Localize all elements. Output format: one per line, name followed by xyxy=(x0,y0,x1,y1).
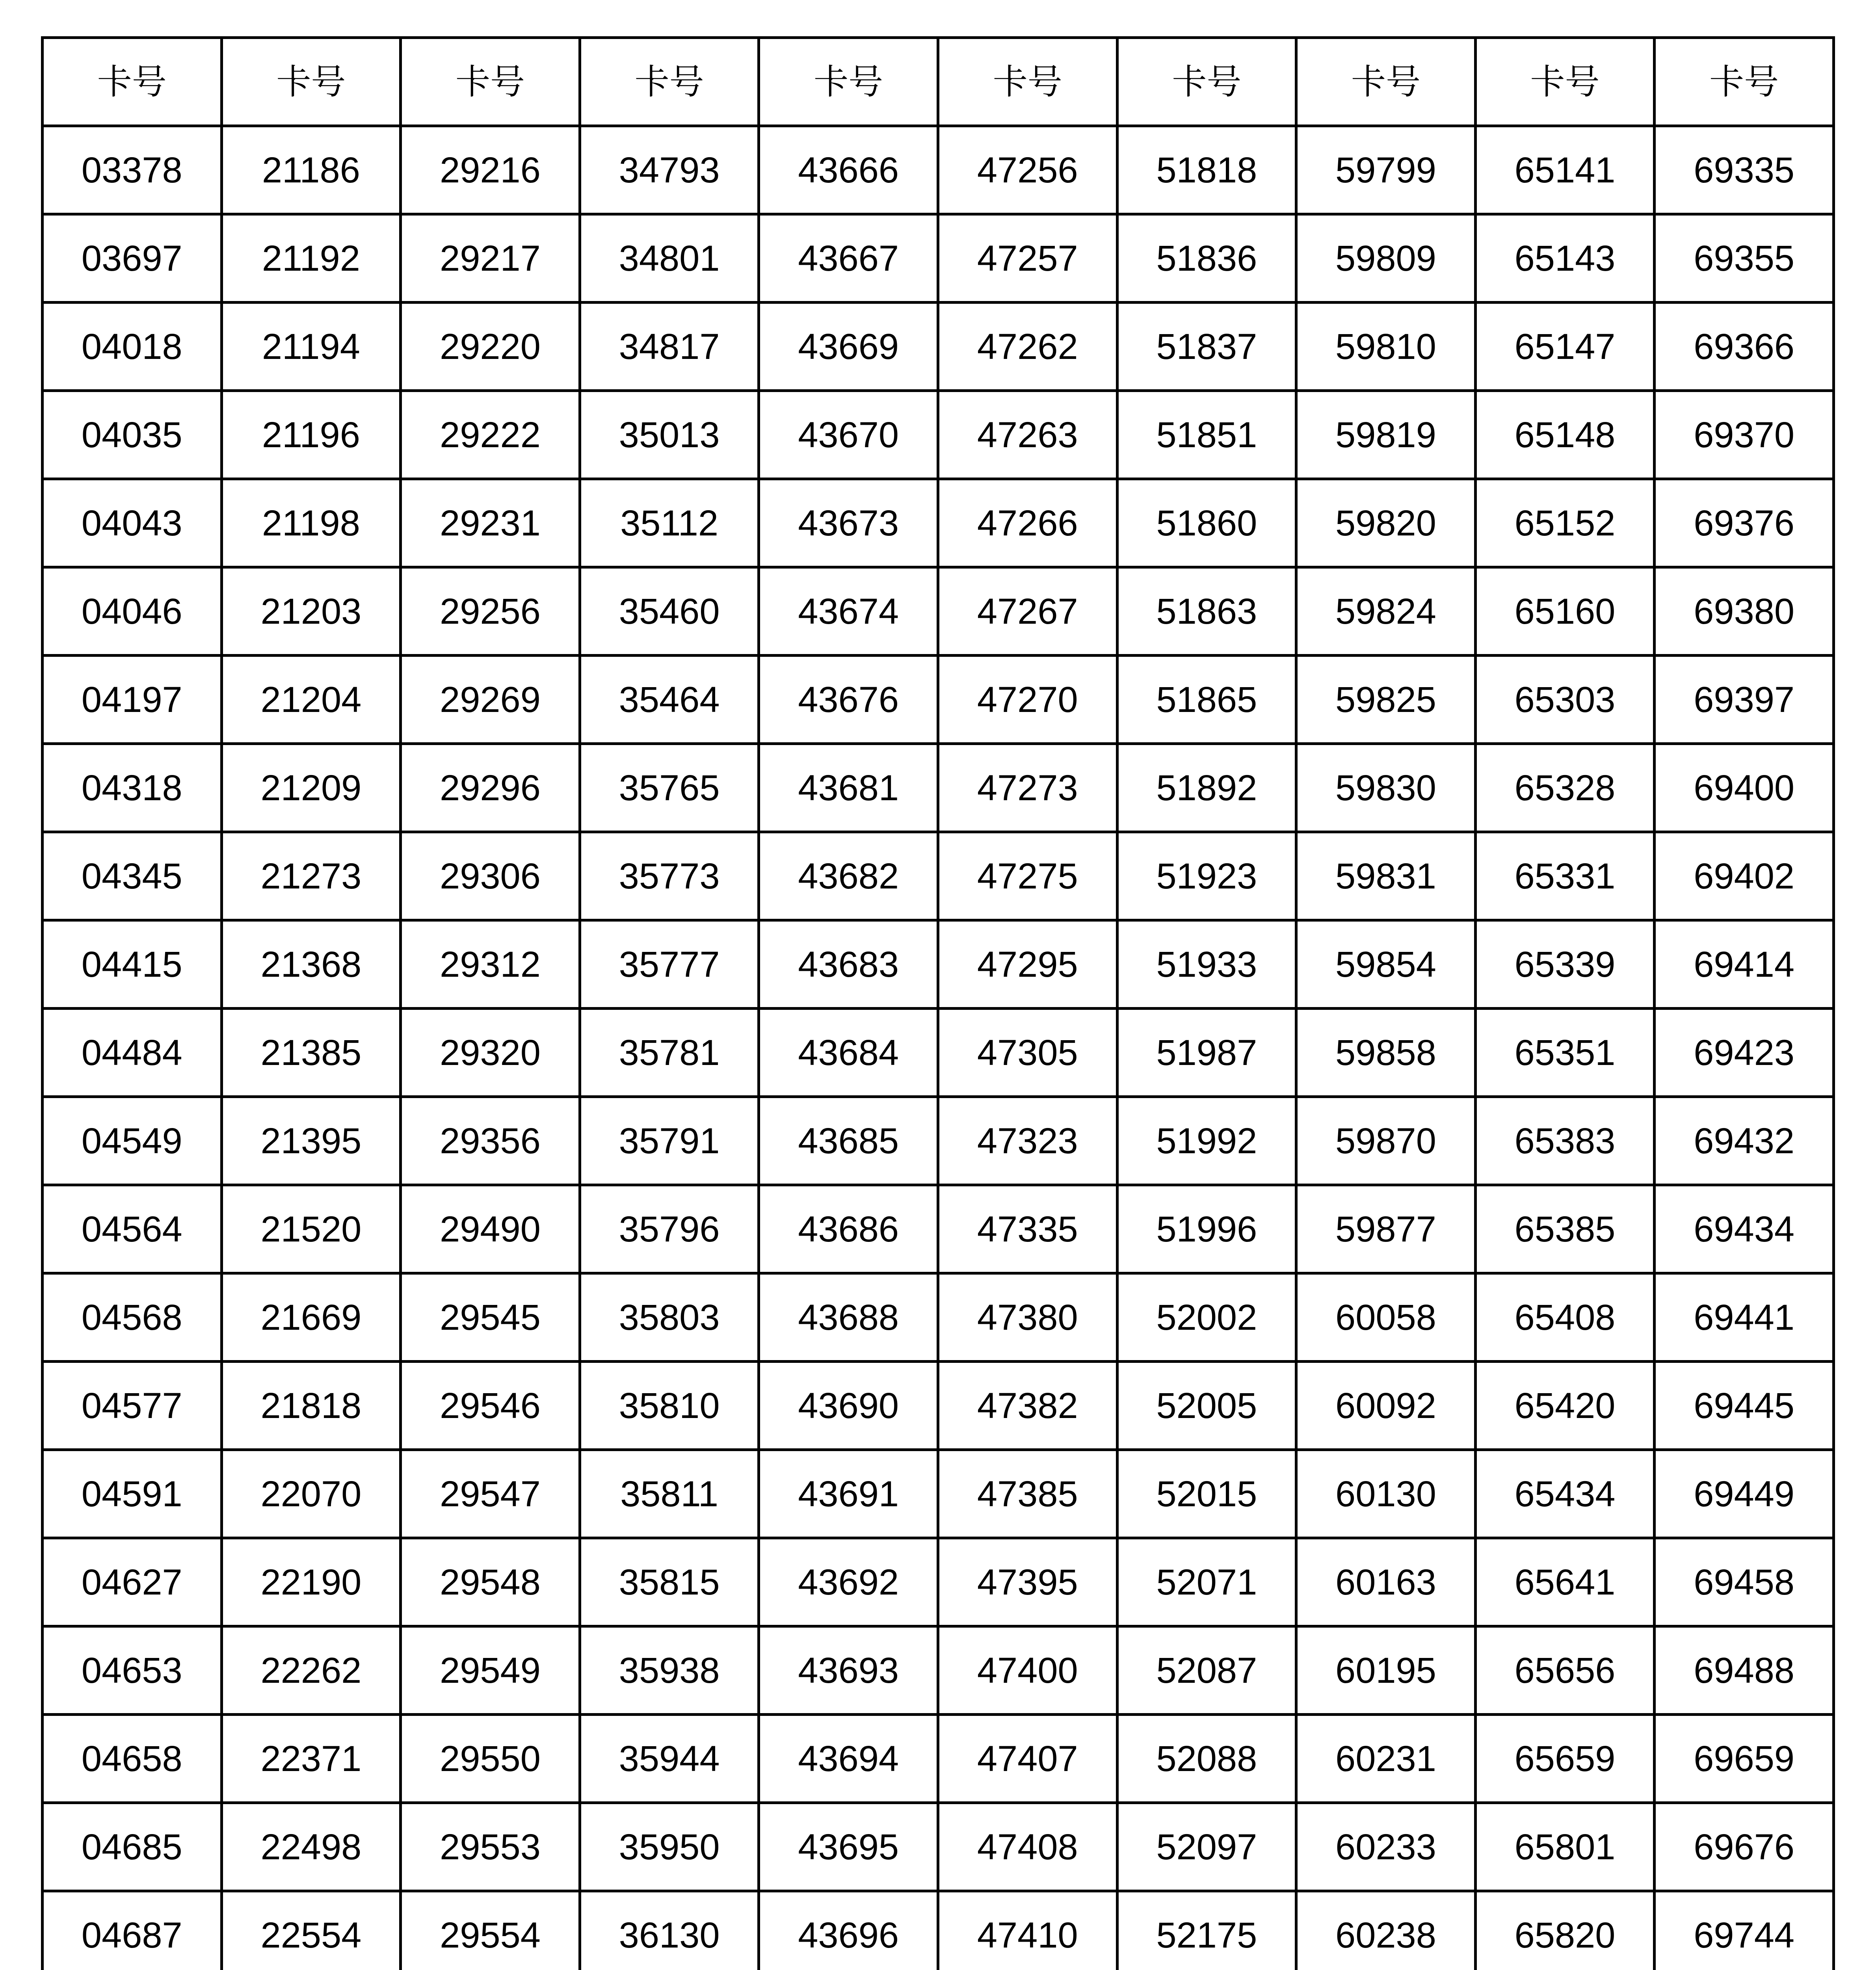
card-number-cell: 22262 xyxy=(221,1626,401,1715)
card-number-cell: 69380 xyxy=(1655,567,1834,656)
card-number-cell: 65339 xyxy=(1475,920,1655,1009)
card-number-cell: 21194 xyxy=(221,303,401,391)
card-number-cell: 59858 xyxy=(1296,1009,1476,1097)
card-number-cell: 29546 xyxy=(401,1362,580,1450)
column-header: 卡号 xyxy=(43,38,222,126)
card-number-cell: 69402 xyxy=(1655,832,1834,920)
card-number-cell: 52088 xyxy=(1117,1715,1296,1803)
card-number-cell: 03378 xyxy=(43,126,222,214)
card-number-cell: 65820 xyxy=(1475,1891,1655,1970)
table-row xyxy=(43,656,1834,744)
card-number-cell: 47273 xyxy=(938,744,1117,832)
card-number-cell: 21196 xyxy=(221,391,401,479)
card-number-cell: 29356 xyxy=(401,1097,580,1185)
card-number-cell: 51996 xyxy=(1117,1185,1296,1273)
card-number-cell: 43695 xyxy=(759,1803,938,1891)
column-header: 卡号 xyxy=(1475,38,1655,126)
card-number-cell: 51818 xyxy=(1117,126,1296,214)
card-number-cell: 47256 xyxy=(938,126,1117,214)
card-number-cell: 29553 xyxy=(401,1803,580,1891)
card-number-cell: 59819 xyxy=(1296,391,1476,479)
card-number-cell: 35777 xyxy=(580,920,759,1009)
table-row xyxy=(43,1891,1834,1970)
card-number-cell: 04197 xyxy=(43,656,222,744)
card-number-cell: 22498 xyxy=(221,1803,401,1891)
card-number-cell: 04577 xyxy=(43,1362,222,1450)
card-number-cell: 29217 xyxy=(401,214,580,303)
card-number-cell: 65641 xyxy=(1475,1538,1655,1626)
card-number-cell: 47380 xyxy=(938,1273,1117,1362)
card-number-cell: 65328 xyxy=(1475,744,1655,832)
card-number-cell: 59799 xyxy=(1296,126,1476,214)
card-number-cell: 69370 xyxy=(1655,391,1834,479)
card-number-cell: 35938 xyxy=(580,1626,759,1715)
card-number-cell: 29231 xyxy=(401,479,580,567)
card-number-cell: 21204 xyxy=(221,656,401,744)
card-number-cell: 21669 xyxy=(221,1273,401,1362)
card-number-cell: 47266 xyxy=(938,479,1117,567)
table-row xyxy=(43,1097,1834,1185)
card-number-cell: 29222 xyxy=(401,391,580,479)
card-number-cell: 29220 xyxy=(401,303,580,391)
card-number-cell: 65420 xyxy=(1475,1362,1655,1450)
card-number-cell: 65152 xyxy=(1475,479,1655,567)
card-number-cell: 04653 xyxy=(43,1626,222,1715)
card-number-cell: 21273 xyxy=(221,832,401,920)
card-number-cell: 22070 xyxy=(221,1450,401,1538)
card-number-cell: 65141 xyxy=(1475,126,1655,214)
card-number-cell: 22190 xyxy=(221,1538,401,1626)
column-header: 卡号 xyxy=(1655,38,1834,126)
card-number-cell: 47335 xyxy=(938,1185,1117,1273)
card-number-cell: 69676 xyxy=(1655,1803,1834,1891)
card-number-cell: 65659 xyxy=(1475,1715,1655,1803)
card-number-cell: 51860 xyxy=(1117,479,1296,567)
card-number-cell: 52071 xyxy=(1117,1538,1296,1626)
card-number-cell: 35781 xyxy=(580,1009,759,1097)
card-number-cell: 52175 xyxy=(1117,1891,1296,1970)
card-number-cell: 04018 xyxy=(43,303,222,391)
card-number-cell: 65351 xyxy=(1475,1009,1655,1097)
card-number-cell: 51987 xyxy=(1117,1009,1296,1097)
card-number-cell: 65147 xyxy=(1475,303,1655,391)
card-number-cell: 43690 xyxy=(759,1362,938,1450)
card-number-cell: 29554 xyxy=(401,1891,580,1970)
card-number-cell: 52097 xyxy=(1117,1803,1296,1891)
table-row xyxy=(43,126,1834,214)
table-row xyxy=(43,1715,1834,1803)
card-number-cell: 04564 xyxy=(43,1185,222,1273)
card-number-cell: 47400 xyxy=(938,1626,1117,1715)
card-number-cell: 35796 xyxy=(580,1185,759,1273)
card-number-cell: 69458 xyxy=(1655,1538,1834,1626)
card-number-cell: 60163 xyxy=(1296,1538,1476,1626)
card-number-table xyxy=(41,36,1835,1970)
card-number-cell: 65408 xyxy=(1475,1273,1655,1362)
card-number-cell: 47263 xyxy=(938,391,1117,479)
table-row xyxy=(43,391,1834,479)
card-number-cell: 21203 xyxy=(221,567,401,656)
card-number-cell: 47410 xyxy=(938,1891,1117,1970)
card-number-cell: 21395 xyxy=(221,1097,401,1185)
card-number-cell: 21818 xyxy=(221,1362,401,1450)
column-header: 卡号 xyxy=(580,38,759,126)
column-header: 卡号 xyxy=(1296,38,1476,126)
card-number-cell: 43684 xyxy=(759,1009,938,1097)
card-number-cell: 43666 xyxy=(759,126,938,214)
card-number-cell: 60231 xyxy=(1296,1715,1476,1803)
card-number-cell: 43693 xyxy=(759,1626,938,1715)
card-number-cell: 43673 xyxy=(759,479,938,567)
card-number-cell: 29216 xyxy=(401,126,580,214)
card-number-cell: 04043 xyxy=(43,479,222,567)
card-number-cell: 59830 xyxy=(1296,744,1476,832)
card-number-cell: 29550 xyxy=(401,1715,580,1803)
table-row xyxy=(43,1009,1834,1097)
card-number-cell: 21186 xyxy=(221,126,401,214)
card-number-cell: 69441 xyxy=(1655,1273,1834,1362)
card-number-cell: 35803 xyxy=(580,1273,759,1362)
card-number-cell: 47407 xyxy=(938,1715,1117,1803)
card-number-cell: 60130 xyxy=(1296,1450,1476,1538)
card-number-cell: 65148 xyxy=(1475,391,1655,479)
card-number-cell: 43692 xyxy=(759,1538,938,1626)
card-number-cell: 43688 xyxy=(759,1273,938,1362)
card-number-cell: 29549 xyxy=(401,1626,580,1715)
card-number-cell: 69434 xyxy=(1655,1185,1834,1273)
card-number-cell: 29545 xyxy=(401,1273,580,1362)
card-number-cell: 21192 xyxy=(221,214,401,303)
card-number-cell: 35815 xyxy=(580,1538,759,1626)
card-number-cell: 59810 xyxy=(1296,303,1476,391)
card-number-cell: 51923 xyxy=(1117,832,1296,920)
card-number-cell: 69445 xyxy=(1655,1362,1834,1450)
card-number-cell: 29296 xyxy=(401,744,580,832)
card-number-cell: 35944 xyxy=(580,1715,759,1803)
card-number-cell: 65160 xyxy=(1475,567,1655,656)
card-number-cell: 59825 xyxy=(1296,656,1476,744)
card-number-cell: 43681 xyxy=(759,744,938,832)
card-number-cell: 21209 xyxy=(221,744,401,832)
card-number-cell: 65383 xyxy=(1475,1097,1655,1185)
table-body xyxy=(43,126,1834,1970)
card-number-cell: 43667 xyxy=(759,214,938,303)
card-number-cell: 35464 xyxy=(580,656,759,744)
card-number-cell: 59824 xyxy=(1296,567,1476,656)
card-number-cell: 69423 xyxy=(1655,1009,1834,1097)
card-number-cell: 35810 xyxy=(580,1362,759,1450)
card-number-cell: 04549 xyxy=(43,1097,222,1185)
card-number-cell: 04345 xyxy=(43,832,222,920)
card-number-cell: 43691 xyxy=(759,1450,938,1538)
card-number-cell: 60233 xyxy=(1296,1803,1476,1891)
card-number-cell: 47267 xyxy=(938,567,1117,656)
card-number-cell: 43676 xyxy=(759,656,938,744)
card-number-cell: 47295 xyxy=(938,920,1117,1009)
table-row xyxy=(43,479,1834,567)
card-number-cell: 35791 xyxy=(580,1097,759,1185)
card-number-cell: 43670 xyxy=(759,391,938,479)
card-number-cell: 43694 xyxy=(759,1715,938,1803)
card-number-cell: 03697 xyxy=(43,214,222,303)
table-row xyxy=(43,1626,1834,1715)
card-number-cell: 65331 xyxy=(1475,832,1655,920)
card-number-cell: 69488 xyxy=(1655,1626,1834,1715)
card-number-cell: 47323 xyxy=(938,1097,1117,1185)
card-number-cell: 65801 xyxy=(1475,1803,1655,1891)
card-number-cell: 65143 xyxy=(1475,214,1655,303)
card-number-cell: 59831 xyxy=(1296,832,1476,920)
table-row xyxy=(43,1538,1834,1626)
card-number-cell: 04484 xyxy=(43,1009,222,1097)
table-row xyxy=(43,920,1834,1009)
table-row xyxy=(43,832,1834,920)
card-number-cell: 43674 xyxy=(759,567,938,656)
card-number-cell: 51836 xyxy=(1117,214,1296,303)
table-row xyxy=(43,1273,1834,1362)
card-number-cell: 36130 xyxy=(580,1891,759,1970)
card-number-cell: 29320 xyxy=(401,1009,580,1097)
card-number-cell: 59820 xyxy=(1296,479,1476,567)
table-row xyxy=(43,1450,1834,1538)
column-header: 卡号 xyxy=(221,38,401,126)
card-number-cell: 29256 xyxy=(401,567,580,656)
card-number-cell: 47382 xyxy=(938,1362,1117,1450)
card-number-cell: 47275 xyxy=(938,832,1117,920)
card-number-cell: 59877 xyxy=(1296,1185,1476,1273)
card-number-cell: 29490 xyxy=(401,1185,580,1273)
card-number-cell: 69335 xyxy=(1655,126,1834,214)
card-number-cell: 29269 xyxy=(401,656,580,744)
card-number-cell: 60092 xyxy=(1296,1362,1476,1450)
card-number-cell: 21520 xyxy=(221,1185,401,1273)
card-number-cell: 29547 xyxy=(401,1450,580,1538)
card-number-cell: 43669 xyxy=(759,303,938,391)
card-number-cell: 47305 xyxy=(938,1009,1117,1097)
table-header-row xyxy=(43,38,1834,126)
card-number-cell: 04685 xyxy=(43,1803,222,1891)
card-number-cell: 47257 xyxy=(938,214,1117,303)
card-number-cell: 43682 xyxy=(759,832,938,920)
card-number-cell: 69366 xyxy=(1655,303,1834,391)
card-number-cell: 51865 xyxy=(1117,656,1296,744)
card-number-cell: 51851 xyxy=(1117,391,1296,479)
card-number-cell: 65656 xyxy=(1475,1626,1655,1715)
card-number-cell: 69414 xyxy=(1655,920,1834,1009)
card-number-cell: 69432 xyxy=(1655,1097,1834,1185)
card-number-cell: 51837 xyxy=(1117,303,1296,391)
card-number-cell: 04687 xyxy=(43,1891,222,1970)
card-number-cell: 04591 xyxy=(43,1450,222,1538)
card-number-cell: 69376 xyxy=(1655,479,1834,567)
card-number-cell: 43696 xyxy=(759,1891,938,1970)
card-number-cell: 21368 xyxy=(221,920,401,1009)
card-number-cell: 52015 xyxy=(1117,1450,1296,1538)
column-header: 卡号 xyxy=(938,38,1117,126)
card-number-cell: 51992 xyxy=(1117,1097,1296,1185)
card-number-cell: 04318 xyxy=(43,744,222,832)
card-number-cell: 69400 xyxy=(1655,744,1834,832)
card-number-cell: 43683 xyxy=(759,920,938,1009)
card-number-cell: 35811 xyxy=(580,1450,759,1538)
table-row xyxy=(43,1803,1834,1891)
card-number-cell: 04658 xyxy=(43,1715,222,1803)
card-number-cell: 60195 xyxy=(1296,1626,1476,1715)
table-row xyxy=(43,303,1834,391)
card-number-cell: 60238 xyxy=(1296,1891,1476,1970)
card-number-cell: 29548 xyxy=(401,1538,580,1626)
card-number-cell: 22554 xyxy=(221,1891,401,1970)
card-number-cell: 35950 xyxy=(580,1803,759,1891)
card-number-cell: 47408 xyxy=(938,1803,1117,1891)
card-number-cell: 59870 xyxy=(1296,1097,1476,1185)
card-number-cell: 52005 xyxy=(1117,1362,1296,1450)
table-row xyxy=(43,1185,1834,1273)
card-number-cell: 29306 xyxy=(401,832,580,920)
column-header: 卡号 xyxy=(759,38,938,126)
card-number-cell: 04568 xyxy=(43,1273,222,1362)
card-number-cell: 65434 xyxy=(1475,1450,1655,1538)
card-number-cell: 47395 xyxy=(938,1538,1117,1626)
card-number-cell: 21385 xyxy=(221,1009,401,1097)
card-number-cell: 04035 xyxy=(43,391,222,479)
table-row xyxy=(43,1362,1834,1450)
card-number-cell: 69397 xyxy=(1655,656,1834,744)
card-number-cell: 52002 xyxy=(1117,1273,1296,1362)
card-number-cell: 21198 xyxy=(221,479,401,567)
table-row xyxy=(43,214,1834,303)
card-number-cell: 65303 xyxy=(1475,656,1655,744)
card-number-cell: 04415 xyxy=(43,920,222,1009)
card-number-cell: 65385 xyxy=(1475,1185,1655,1273)
card-number-cell: 35013 xyxy=(580,391,759,479)
table-row xyxy=(43,744,1834,832)
card-number-cell: 69659 xyxy=(1655,1715,1834,1803)
card-number-cell: 22371 xyxy=(221,1715,401,1803)
card-number-cell: 43686 xyxy=(759,1185,938,1273)
card-number-cell: 04046 xyxy=(43,567,222,656)
card-number-cell: 34793 xyxy=(580,126,759,214)
card-number-cell: 51933 xyxy=(1117,920,1296,1009)
card-number-cell: 47270 xyxy=(938,656,1117,744)
column-header: 卡号 xyxy=(1117,38,1296,126)
card-number-cell: 59854 xyxy=(1296,920,1476,1009)
card-number-cell: 35112 xyxy=(580,479,759,567)
card-number-cell: 34801 xyxy=(580,214,759,303)
card-number-cell: 47385 xyxy=(938,1450,1117,1538)
table-row xyxy=(43,567,1834,656)
card-number-cell: 04627 xyxy=(43,1538,222,1626)
card-number-cell: 35765 xyxy=(580,744,759,832)
card-number-cell: 43685 xyxy=(759,1097,938,1185)
column-header: 卡号 xyxy=(401,38,580,126)
card-number-cell: 47262 xyxy=(938,303,1117,391)
card-number-cell: 29312 xyxy=(401,920,580,1009)
card-number-cell: 51892 xyxy=(1117,744,1296,832)
card-number-cell: 59809 xyxy=(1296,214,1476,303)
card-number-cell: 69744 xyxy=(1655,1891,1834,1970)
card-number-cell: 51863 xyxy=(1117,567,1296,656)
card-number-cell: 69355 xyxy=(1655,214,1834,303)
card-number-cell: 69449 xyxy=(1655,1450,1834,1538)
card-number-cell: 34817 xyxy=(580,303,759,391)
card-number-cell: 35773 xyxy=(580,832,759,920)
card-number-cell: 60058 xyxy=(1296,1273,1476,1362)
card-number-cell: 35460 xyxy=(580,567,759,656)
card-number-cell: 52087 xyxy=(1117,1626,1296,1715)
